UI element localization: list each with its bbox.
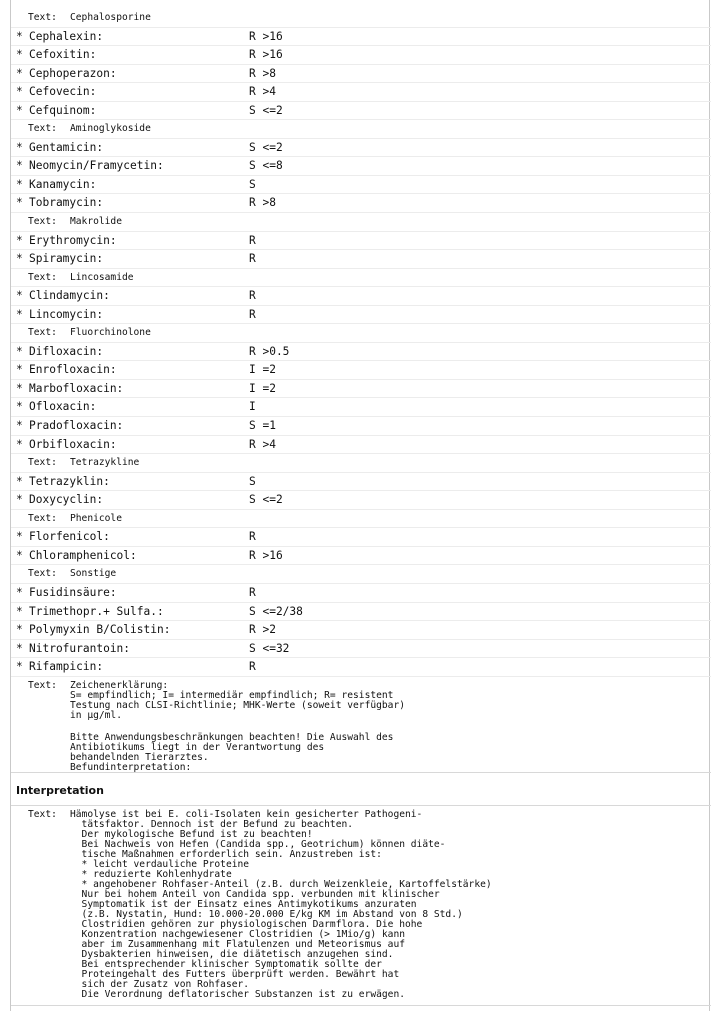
drug-name: Fusidinsäure: <box>29 585 117 599</box>
drug-result: R >4 <box>249 85 276 99</box>
drug-row <box>11 232 711 251</box>
group-header <box>11 9 711 28</box>
bullet-asterisk: * <box>16 623 23 637</box>
bullet-asterisk: * <box>16 252 23 266</box>
bullet-asterisk: * <box>16 381 23 395</box>
drug-row <box>11 398 711 417</box>
drug-result: S <=32 <box>249 641 290 655</box>
drug-row <box>11 176 711 195</box>
bullet-asterisk: * <box>16 604 23 618</box>
bullet-asterisk: * <box>16 159 23 173</box>
drug-name: Cefquinom: <box>29 103 97 117</box>
text-line: * angehobener Rohfaser-Anteil (z.B. durch Weizenkleie, Kartoffelstärke) <box>70 879 492 890</box>
text-line: * leicht verdauliche Proteine <box>70 859 250 870</box>
text-line: behandelnden Tierarztes. <box>70 751 209 763</box>
text-line <box>70 721 405 733</box>
group-name: Fluorchinolone <box>70 327 151 339</box>
drug-name: Chloramphenicol: <box>29 548 137 562</box>
drug-row <box>11 658 711 677</box>
text-line: Testung nach CLSI-Richtlinie; MHK-Werte (soweit verfügbar) <box>70 699 406 711</box>
bullet-asterisk: * <box>16 660 23 674</box>
group-header <box>11 510 711 529</box>
group-header <box>11 269 711 288</box>
interpretation-text <box>70 810 492 1000</box>
drug-name: Spiramycin: <box>29 252 104 266</box>
text-label: Text: <box>28 679 57 691</box>
drug-name: Lincomycin: <box>29 307 104 321</box>
drug-row <box>11 28 711 47</box>
text-line: Bitte Anwendungsbeschränkungen beachten! Die Auswahl des <box>70 731 394 743</box>
drug-result: R <box>249 307 256 321</box>
bullet-asterisk: * <box>16 400 23 414</box>
drug-result: S =1 <box>249 419 276 433</box>
text-label: Text: <box>28 327 57 339</box>
drug-row <box>11 343 711 362</box>
drug-name: Trimethopr.+ Sulfa.: <box>29 604 164 618</box>
text-line: sich der Zusatz von Rohfaser. <box>70 979 250 990</box>
text-line: tätsfaktor. Dennoch ist der Befund zu beachten. <box>70 819 354 830</box>
text-label: Text: <box>28 809 57 820</box>
bullet-asterisk: * <box>16 474 23 488</box>
group-name: Lincosamide <box>70 271 134 283</box>
drug-name: Kanamycin: <box>29 177 97 191</box>
group-header <box>11 454 711 473</box>
drug-row <box>11 139 711 158</box>
drug-result: R >4 <box>249 437 276 451</box>
drug-row <box>11 473 711 492</box>
bullet-asterisk: * <box>16 29 23 43</box>
susceptibility-results <box>11 9 711 773</box>
interpretation-heading: Interpretation <box>11 775 711 806</box>
drug-result: R >16 <box>249 48 283 62</box>
text-line: Hämolyse ist bei E. coli-Isolaten kein gesicherter Pathogeni- <box>70 809 423 820</box>
drug-name: Cephalexin: <box>29 29 104 43</box>
drug-result: S <=8 <box>249 159 283 173</box>
text-line: Proteingehalt des Futters überprüft werden. Bewährt hat <box>70 969 400 980</box>
group-name: Tetrazykline <box>70 457 140 469</box>
drug-row <box>11 65 711 84</box>
drug-name: Polymyxin B/Colistin: <box>29 623 171 637</box>
drug-result: R <box>249 660 256 674</box>
drug-name: Erythromycin: <box>29 233 117 247</box>
bullet-asterisk: * <box>16 196 23 210</box>
text-line: Befundinterpretation: <box>70 761 192 773</box>
text-line: S= empfindlich; I= intermediär empfindlich; R= resistent <box>70 689 394 701</box>
text-label: Text: <box>28 216 57 228</box>
drug-name: Enrofloxacin: <box>29 363 117 377</box>
text-line: Die Verordnung deflatorischer Substanzen ist zu erwägen. <box>70 989 406 1000</box>
drug-name: Tobramycin: <box>29 196 104 210</box>
bullet-asterisk: * <box>16 419 23 433</box>
drug-name: Orbifloxacin: <box>29 437 117 451</box>
drug-row <box>11 380 711 399</box>
text-line: Zeichenerklärung: <box>70 679 169 691</box>
text-line: Symptomatik ist der Einsatz eines Antimykotikums anzuraten <box>70 899 417 910</box>
drug-result: R <box>249 252 256 266</box>
drug-row <box>11 584 711 603</box>
drug-result: R >16 <box>249 548 283 562</box>
text-label: Text: <box>28 12 57 23</box>
text-label: Text: <box>28 512 57 524</box>
bullet-asterisk: * <box>16 585 23 599</box>
drug-row <box>11 436 711 455</box>
drug-row <box>11 621 711 640</box>
drug-result: R <box>249 530 256 544</box>
drug-row <box>11 491 711 510</box>
group-name: Makrolide <box>70 216 122 228</box>
text-line: in µg/ml. <box>70 709 122 721</box>
drug-result: R >8 <box>249 196 276 210</box>
legend-block <box>11 677 711 773</box>
bullet-asterisk: * <box>16 140 23 154</box>
drug-name: Clindamycin: <box>29 289 110 303</box>
group-name: Phenicole <box>70 512 122 524</box>
drug-row <box>11 361 711 380</box>
drug-result: I =2 <box>249 363 276 377</box>
group-name: Cephalosporine <box>70 12 151 23</box>
group-name: Aminoglykoside <box>70 123 151 135</box>
bullet-asterisk: * <box>16 289 23 303</box>
text-line: aber im Zusammenhang mit Flatulenzen und Meteorismus auf <box>70 939 406 950</box>
text-line: Der mykologische Befund ist zu beachten! <box>70 829 313 840</box>
drug-name: Cefovecin: <box>29 85 97 99</box>
group-header <box>11 324 711 343</box>
drug-name: Gentamicin: <box>29 140 104 154</box>
drug-name: Cefoxitin: <box>29 48 97 62</box>
interpretation-block <box>11 806 711 1006</box>
drug-row <box>11 194 711 213</box>
drug-result: R <box>249 233 256 247</box>
drug-name: Cephoperazon: <box>29 66 117 80</box>
drug-result: S <box>249 474 256 488</box>
drug-name: Pradofloxacin: <box>29 419 124 433</box>
text-label: Text: <box>28 123 57 135</box>
drug-name: Nitrofurantoin: <box>29 641 131 655</box>
text-line: Bei Nachweis von Hefen (Candida spp., Geotrichum) können diäte- <box>70 839 446 850</box>
drug-row <box>11 417 711 436</box>
drug-result: R >0.5 <box>249 344 290 358</box>
drug-row <box>11 547 711 566</box>
drug-name: Doxycyclin: <box>29 493 104 507</box>
drug-result: R >16 <box>249 29 283 43</box>
drug-row <box>11 250 711 269</box>
drug-result: I <box>249 400 256 414</box>
drug-row <box>11 640 711 659</box>
drug-result: R <box>249 585 256 599</box>
bullet-asterisk: * <box>16 641 23 655</box>
bullet-asterisk: * <box>16 493 23 507</box>
drug-row <box>11 46 711 65</box>
text-line: tische Maßnahmen erforderlich sein. Anzustreben ist: <box>70 849 382 860</box>
bullet-asterisk: * <box>16 548 23 562</box>
drug-result: R >2 <box>249 623 276 637</box>
bullet-asterisk: * <box>16 437 23 451</box>
bullet-asterisk: * <box>16 66 23 80</box>
drug-row <box>11 83 711 102</box>
drug-result: I =2 <box>249 381 276 395</box>
bullet-asterisk: * <box>16 177 23 191</box>
text-line: Antibiotikums liegt in der Verantwortung des <box>70 741 325 753</box>
bullet-asterisk: * <box>16 48 23 62</box>
bullet-asterisk: * <box>16 530 23 544</box>
bullet-asterisk: * <box>16 344 23 358</box>
drug-result: S <=2 <box>249 493 283 507</box>
text-label: Text: <box>28 457 57 469</box>
bullet-asterisk: * <box>16 85 23 99</box>
text-line: Bei entsprechender klinischer Symptomatik sollte der <box>70 959 382 970</box>
text-line: Nur bei hohem Anteil von Candida spp. verbunden mit klinischer <box>70 889 440 900</box>
bullet-asterisk: * <box>16 307 23 321</box>
text-label: Text: <box>28 271 57 283</box>
group-name: Sonstige <box>70 568 117 580</box>
text-line: (z.B. Nystatin, Hund: 10.000-20.000 E/kg KM im Abstand von 8 Std.) <box>70 909 463 920</box>
drug-result: R <box>249 289 256 303</box>
bullet-asterisk: * <box>16 233 23 247</box>
group-header <box>11 120 711 139</box>
text-line: * reduzierte Kohlenhydrate <box>70 869 232 880</box>
bullet-asterisk: * <box>16 363 23 377</box>
drug-result: S <=2 <box>249 140 283 154</box>
drug-name: Rifampicin: <box>29 660 104 674</box>
drug-result: S <=2 <box>249 103 283 117</box>
text-line: Clostridien gehören zur physiologischen Darmflora. Die hohe <box>70 919 423 930</box>
drug-row <box>11 102 711 121</box>
legend-text <box>70 681 405 773</box>
drug-result: S <=2/38 <box>249 604 303 618</box>
drug-row <box>11 306 711 325</box>
drug-row <box>11 287 711 306</box>
bullet-asterisk: * <box>16 103 23 117</box>
drug-name: Ofloxacin: <box>29 400 97 414</box>
report-frame <box>10 0 710 1011</box>
text-label: Text: <box>28 568 57 580</box>
text-line: Konzentration nachgewiesener Clostridien (> 1Mio/g) kann <box>70 929 406 940</box>
drug-row <box>11 157 711 176</box>
drug-name: Neomycin/Framycetin: <box>29 159 164 173</box>
group-header <box>11 213 711 232</box>
text-line: Dysbakterien hinweisen, die diätetisch anzugehen sind. <box>70 949 394 960</box>
drug-row <box>11 603 711 622</box>
group-header <box>11 565 711 584</box>
drug-name: Florfenicol: <box>29 530 110 544</box>
drug-row <box>11 528 711 547</box>
drug-name: Tetrazyklin: <box>29 474 110 488</box>
drug-result: R >8 <box>249 66 276 80</box>
drug-name: Marbofloxacin: <box>29 381 124 395</box>
drug-name: Difloxacin: <box>29 344 104 358</box>
drug-result: S <box>249 177 256 191</box>
